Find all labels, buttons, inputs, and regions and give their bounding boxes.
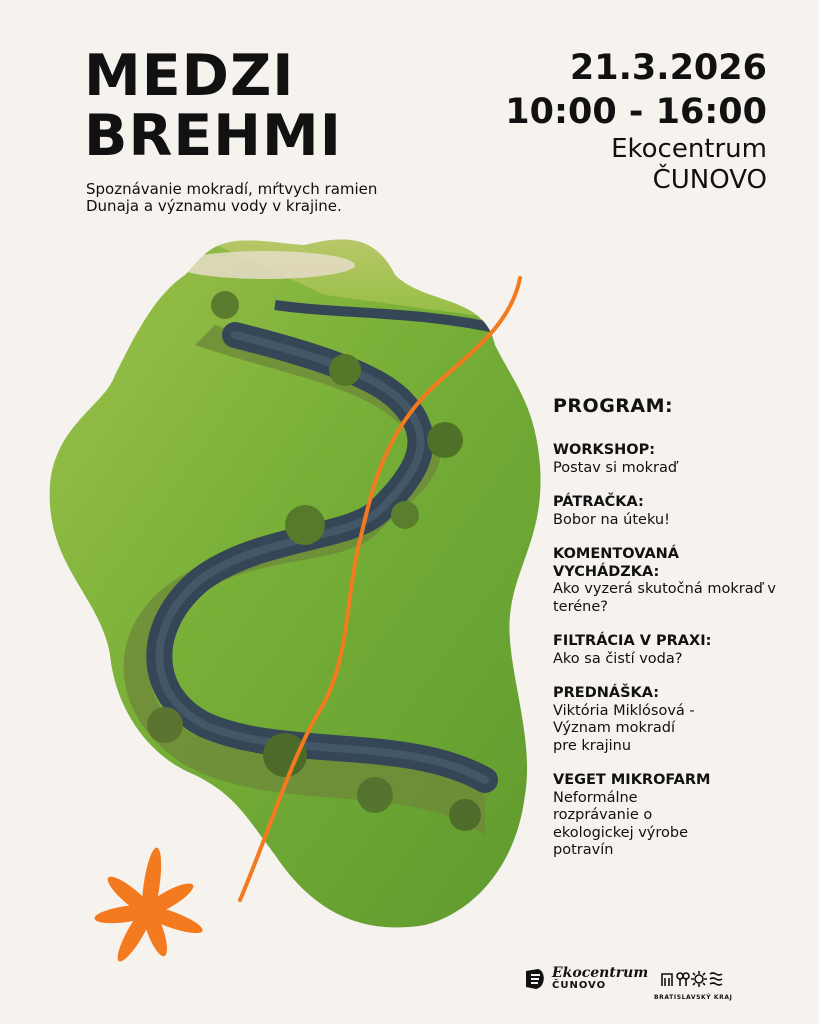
program-item-description: Ako vyzerá skutočná mokraď v teréne? [553, 581, 776, 615]
program-heading: PROGRAM: [553, 395, 674, 417]
event-subtitle: Spoznávanie mokradí, mŕtvych ramien Dunaja a významu vody v krajine. [86, 180, 378, 215]
program-item-title: PREDNÁŠKA: [553, 685, 660, 701]
bratislavsky-kraj-logo [654, 970, 732, 1001]
title-line-1: MEDZI [84, 43, 295, 109]
region-emblem-icon [660, 970, 726, 988]
program-item-description: Postav si mokraď [553, 459, 678, 476]
program-item-title: PÁTRAČKA: [553, 494, 644, 510]
program-item-title: FILTRÁCIA V PRAXI: [553, 633, 712, 649]
program-item [553, 685, 793, 755]
program-item-title: WORKSHOP: [553, 442, 656, 458]
program-item [553, 772, 793, 860]
title-line-2: BREHMI [84, 103, 342, 169]
ekocentrum-logo [524, 966, 648, 991]
event-date: 21.3.2026 [569, 48, 767, 88]
ekocentrum-logo-place: ČUNOVO [552, 980, 607, 991]
program-item [553, 633, 793, 668]
region-logo-text: BRATISLAVSKÝ KRAJ [654, 994, 733, 1001]
program-item-title: KOMENTOVANÁ VYCHÁDZKA: [553, 546, 680, 580]
program-item-description: Neformálne rozprávanie o ekologickej výrobe potravín [553, 789, 689, 858]
program-section [553, 395, 793, 877]
venue-name: Ekocentrum [611, 134, 767, 164]
program-item-description: Bobor na úteku! [553, 511, 670, 528]
ekocentrum-leaf-icon [524, 967, 548, 991]
date-time-venue [505, 46, 767, 196]
program-item-description: Viktória Miklósová - Význam mokradí pre krajinu [553, 702, 695, 754]
program-list [553, 442, 793, 860]
orange-star-icon [92, 847, 204, 975]
program-item [553, 546, 793, 616]
event-time: 10:00 - 16:00 [505, 92, 767, 132]
event-title [84, 43, 342, 169]
program-item [553, 442, 793, 477]
orange-accent-line [230, 270, 530, 910]
ekocentrum-logo-name: Ekocentrum [552, 965, 649, 981]
program-item-title: VEGET MIKROFARM [553, 772, 711, 788]
program-item-description: Ako sa čistí voda? [553, 650, 683, 667]
program-item [553, 494, 793, 529]
venue-place: ČUNOVO [652, 165, 767, 195]
